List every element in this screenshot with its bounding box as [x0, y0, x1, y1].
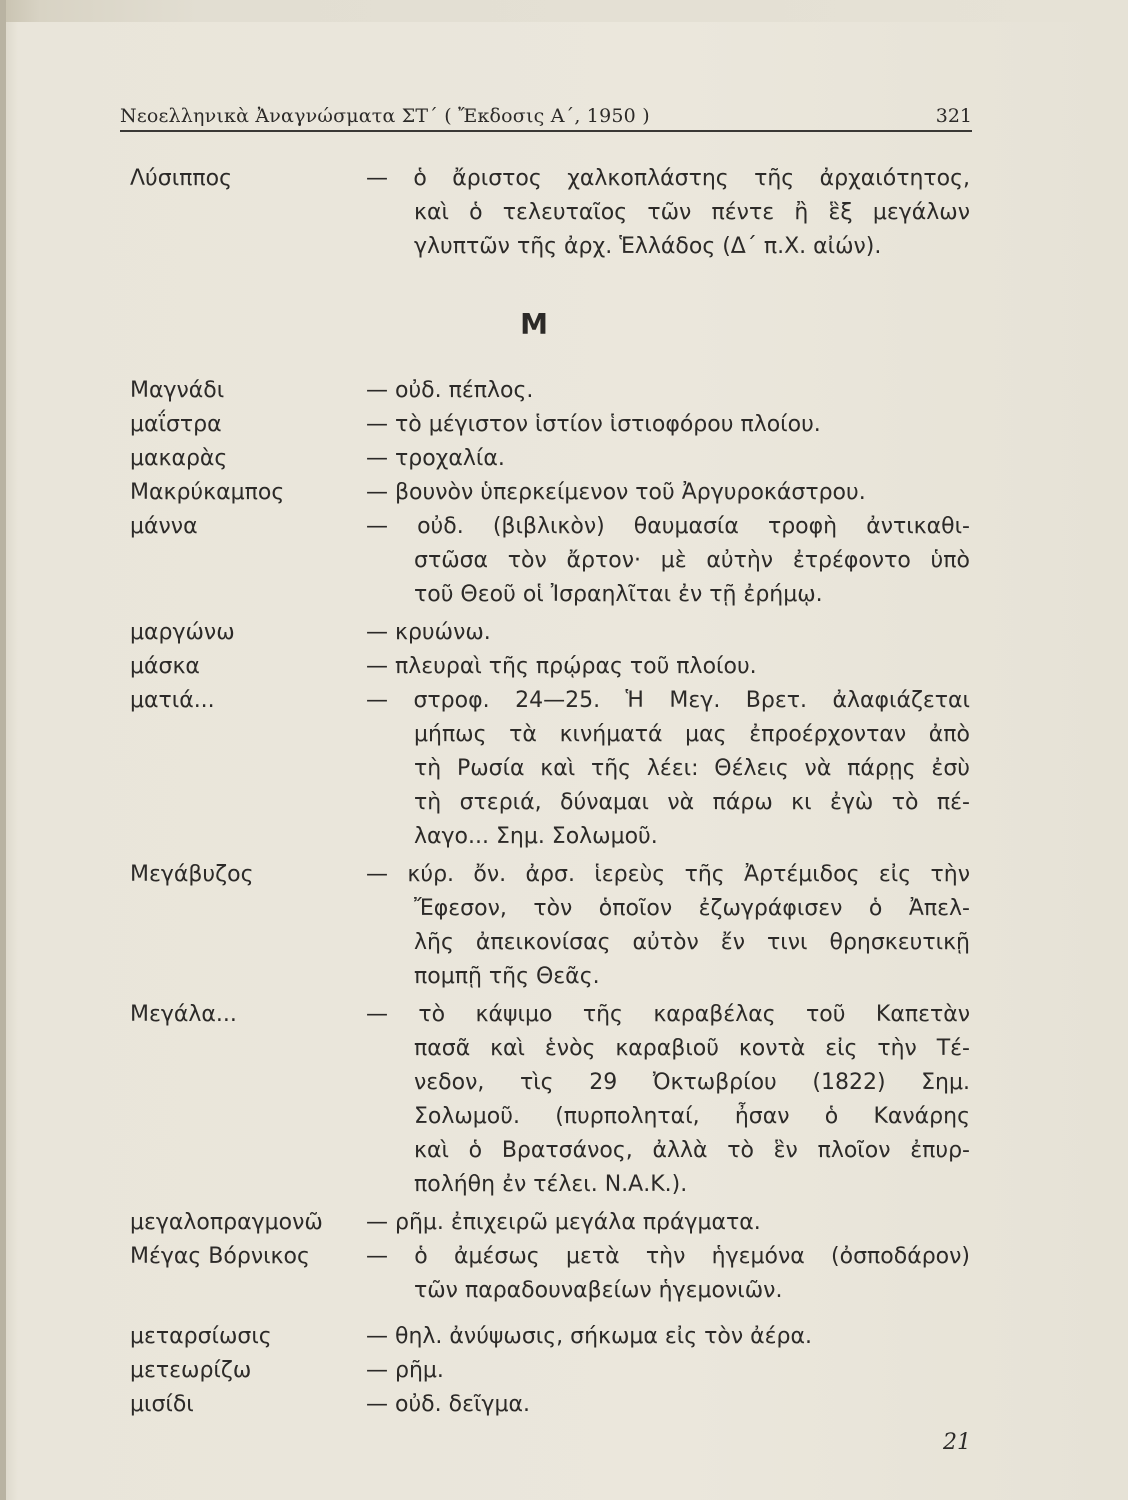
- entry-term: Μαγνάδι: [130, 378, 225, 403]
- entry-definition: [366, 650, 970, 684]
- definition-line: — τροχαλία.: [366, 446, 505, 471]
- entry-definition: [366, 476, 970, 510]
- entry-term: μετεωρίζω: [130, 1358, 252, 1383]
- entry-definition: [366, 162, 970, 264]
- section-letter: Μ: [520, 308, 548, 341]
- entry-term: μάσκα: [130, 654, 200, 679]
- left-edge: [0, 0, 6, 1500]
- entry-definition: [366, 374, 970, 408]
- definition-line: πασᾶ καὶ ἑνὸς καραβιοῦ κοντὰ εἰς τὴν Τέ-: [414, 1036, 970, 1061]
- entry-term: μεταρσίωσις: [130, 1324, 272, 1349]
- definition-line: — οὐδ. πέπλος.: [366, 378, 534, 403]
- definition-line: γλυπτῶν τῆς ἀρχ. Ἑλλάδος (Δ΄ π.Χ. αἰών).: [414, 234, 882, 259]
- top-edge: [0, 0, 1128, 22]
- entry-term: μαργώνω: [130, 620, 235, 645]
- definition-line: τὴ Ρωσία καὶ τῆς λέει: Θέλεις νὰ πάρῃς ἐσὺ: [414, 756, 970, 781]
- entry-definition: [366, 1320, 970, 1354]
- definition-line: Ἔφεσον, τὸν ὁποῖον ἐζωγράφισεν ὁ Ἀπελ-: [414, 896, 970, 921]
- entry-term: Μεγάλα...: [130, 1002, 237, 1027]
- definition-line: — οὐδ. (βιβλικὸν) θαυμασία τροφὴ ἀντικαθι-: [366, 514, 970, 539]
- running-header: [120, 100, 972, 132]
- entry-definition: [366, 684, 970, 854]
- entry-definition: [366, 1206, 970, 1240]
- definition-line: καὶ ὁ Βρατσάνος, ἀλλὰ τὸ ἓν πλοῖον ἐπυρ-: [414, 1138, 970, 1163]
- header-page-number: 321: [935, 105, 972, 127]
- entry-definition: [366, 1240, 970, 1308]
- entry-term: μισίδι: [130, 1392, 194, 1417]
- entry-definition: [366, 442, 970, 476]
- definition-line: — τὸ μέγιστον ἱστίον ἱστιοφόρου πλοίου.: [366, 412, 821, 437]
- definition-line: πολήθη ἐν τέλει. Ν.Α.Κ.).: [414, 1172, 688, 1197]
- definition-line: νεδον, τὶς 29 Ὀκτωβρίου (1822) Σημ.: [414, 1070, 970, 1095]
- definition-line: τοῦ Θεοῦ οἱ Ἰσραηλῖται ἐν τῇ ἐρήμῳ.: [414, 582, 823, 607]
- definition-line: — πλευραὶ τῆς πρῴρας τοῦ πλοίου.: [366, 654, 757, 679]
- entry-definition: [366, 1388, 970, 1422]
- definition-line: — ὁ ἀμέσως μετὰ τὴν ἡγεμόνα (ὀσποδάρον): [366, 1244, 970, 1269]
- definition-line: — ρῆμ. ἐπιχειρῶ μεγάλα πράγματα.: [366, 1210, 761, 1235]
- entry-term: μακαρὰς: [130, 446, 228, 471]
- definition-line: — οὐδ. δεῖγμα.: [366, 1392, 530, 1417]
- entry-definition: [366, 510, 970, 612]
- definition-line: — κύρ. ὄν. ἀρσ. ἱερεὺς τῆς Ἀρτέμιδος εἰς τὴν: [366, 862, 970, 887]
- definition-line: — ρῆμ.: [366, 1358, 444, 1383]
- definition-line: λῆς ἀπεικονίσας αὐτὸν ἔν τινι θρησκευτικῇ: [414, 930, 970, 955]
- entry-term: μεγαλοπραγμονῶ: [130, 1210, 323, 1235]
- definition-line: πομπῇ τῆς Θεᾶς.: [414, 964, 600, 989]
- entry-definition: [366, 1354, 970, 1388]
- definition-line: — τὸ κάψιμο τῆς καραβέλας τοῦ Καπετὰν: [366, 1002, 970, 1027]
- entry-definition: [366, 408, 970, 442]
- definition-line: στῶσα τὸν ἄρτον· μὲ αὐτὴν ἐτρέφοντο ὑπὸ: [414, 548, 970, 573]
- definition-line: καὶ ὁ τελευταῖος τῶν πέντε ἢ ἓξ μεγάλων: [414, 200, 970, 225]
- entry-term: μάννα: [130, 514, 198, 539]
- entry-term: Μέγας Βόρνικος: [130, 1244, 310, 1269]
- definition-line: — ὁ ἄριστος χαλκοπλάστης τῆς ἀρχαιότητος,: [366, 166, 970, 191]
- entry-term: ματιά...: [130, 688, 215, 713]
- entry-term: Μεγάβυζος: [130, 862, 254, 887]
- entry-definition: [366, 858, 970, 994]
- entry-definition: [366, 998, 970, 1202]
- definition-line: — βουνὸν ὑπερκείμενον τοῦ Ἀργυροκάστρου.: [366, 480, 866, 505]
- definition-line: τὴ στεριά, δύναμαι νὰ πάρω κι ἐγὼ τὸ πέ-: [414, 790, 970, 815]
- definition-line: λαγο... Σημ. Σολωμοῦ.: [414, 824, 658, 849]
- definition-line: Σολωμοῦ. (πυρποληταί, ἦσαν ὁ Κανάρης: [414, 1104, 970, 1129]
- entry-term: Μακρύκαμπος: [130, 480, 285, 505]
- footer-page-number: 21: [943, 1430, 971, 1455]
- entry-definition: [366, 616, 970, 650]
- definition-line: — στροφ. 24—25. Ἡ Μεγ. Βρετ. ἀλαφιάζεται: [366, 688, 970, 713]
- entry-term: Λύσιππος: [130, 166, 233, 191]
- definition-line: — κρυώνω.: [366, 620, 491, 645]
- definition-line: μήπως τὰ κινήματά μας ἐπροέρχονταν ἀπὸ: [414, 722, 970, 747]
- entry-term: μαΐστρα: [130, 412, 222, 437]
- definition-line: — θηλ. ἀνύψωσις, σήκωμα εἰς τὸν ἀέρα.: [366, 1324, 812, 1349]
- header-title: Νεοελληνικὰ Ἀναγνώσματα ΣΤ΄ ( Ἔκδοσις Α΄, 1950 ): [120, 105, 650, 127]
- definition-line: τῶν παραδουναβείων ἡγεμονιῶν.: [414, 1278, 783, 1303]
